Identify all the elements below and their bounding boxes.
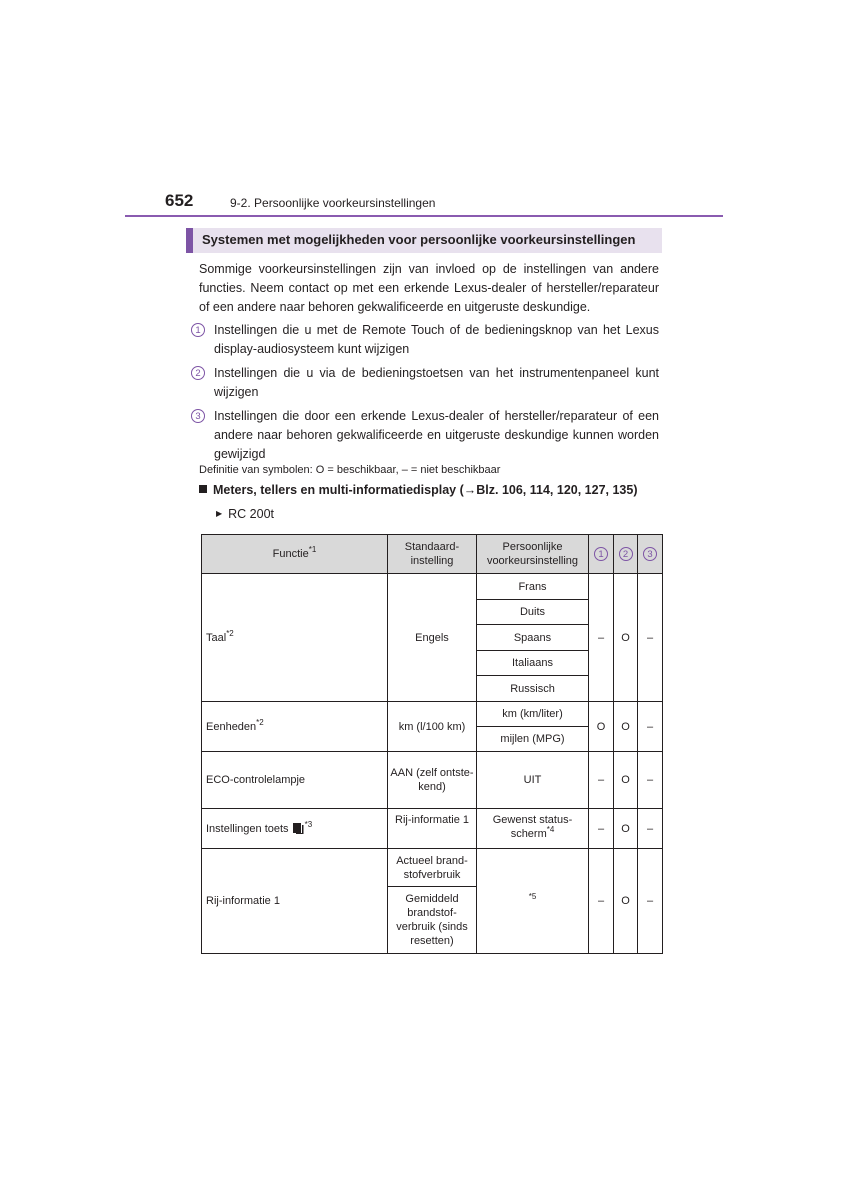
table-row	[202, 752, 663, 809]
col2-cell: O	[614, 752, 638, 809]
custom-eco: UIT	[477, 752, 589, 809]
circled-number-1-icon: 1	[191, 323, 205, 337]
model-line	[216, 507, 274, 521]
circled-number-2-icon: 2	[191, 366, 205, 380]
header-standaard: Standaard-instelling	[388, 535, 477, 574]
col3-cell: –	[638, 752, 663, 809]
intro-paragraph: Sommige voorkeursinstellingen zijn van invloed op de instellingen van andere functies. Neem contact op met een erkende Lexus-dealer of hersteller/reparateur of een andere naar behoren gekwalificeerde en uitgeruste deskundige.	[199, 262, 659, 314]
row-label-toets: Instellingen toets $^{*3}$	[202, 809, 388, 849]
row-label-rij: Rij-informatie 1	[202, 849, 388, 954]
col1-cell: O	[589, 702, 614, 752]
header-functie: Functie$^{*1}$	[202, 535, 388, 574]
item-text: Instellingen die u via de bedieningstoetsen van het instrumentenpaneel kunt wijzigen	[214, 366, 659, 399]
header-col-3	[638, 535, 663, 574]
col3-cell: –	[638, 849, 663, 954]
custom-rij: *5	[477, 849, 589, 954]
header-persoonlijke: Persoonlijke voorkeursinstelling	[477, 535, 589, 574]
col2-cell: O	[614, 574, 638, 702]
col1-cell: –	[589, 752, 614, 809]
circled-number-3-icon: 3	[643, 547, 657, 561]
item-text: Instellingen die u met de Remote Touch of de bedieningsknop van het Lexus display-audiosysteem kunt wijzigen	[214, 323, 659, 356]
default-rij-1: Actueel brand-stofverbruik	[388, 849, 477, 887]
option-cell: mijlen (MPG)	[477, 727, 589, 752]
default-eco: AAN (zelf ontste-kend)	[388, 752, 477, 809]
table-row	[202, 702, 663, 727]
circled-number-3-icon: 3	[191, 409, 205, 423]
option-cell: Frans	[477, 574, 589, 600]
default-toets: Rij-informatie 1	[388, 809, 477, 849]
subheading	[199, 483, 638, 497]
circled-number-1-icon: 1	[594, 547, 608, 561]
table-row	[202, 849, 663, 887]
default-eenheden: km (l/100 km)	[388, 702, 477, 752]
header-col-2	[614, 535, 638, 574]
circled-number-2-icon: 2	[619, 547, 633, 561]
numbered-item-1	[191, 321, 659, 359]
page-number: 652	[165, 191, 194, 210]
numbered-item-3	[191, 407, 659, 464]
settings-table	[201, 534, 663, 954]
col2-cell: O	[614, 849, 638, 954]
numbered-item-2	[191, 364, 659, 402]
option-cell: Duits	[477, 600, 589, 625]
table-header-row	[202, 535, 663, 574]
col1-cell: –	[589, 574, 614, 702]
row-label-taal: Taal$^{*2}$	[202, 574, 388, 702]
col1-cell: –	[589, 809, 614, 849]
row-label-eenheden: Eenheden$^{*2}$	[202, 702, 388, 752]
section-title: Systemen met mogelijkheden voor persoonlijke voorkeursinstellingen	[186, 228, 662, 253]
col3-cell: –	[638, 702, 663, 752]
custom-toets: Gewenst status-scherm$^{*4}$	[477, 809, 589, 849]
symbol-definition: Definitie van symbolen: O = beschikbaar, – = niet beschikbaar	[199, 464, 501, 476]
col3-cell: –	[638, 809, 663, 849]
section-reference: 9-2. Persoonlijke voorkeursinstellingen	[230, 196, 436, 210]
option-cell: Italiaans	[477, 651, 589, 676]
col3-cell: –	[638, 574, 663, 702]
default-rij-2: Gemiddeld brandstof-verbruik (sinds resetten)	[388, 887, 477, 954]
option-cell: Spaans	[477, 625, 589, 651]
table-row	[202, 809, 663, 849]
model-label: RC 200t	[228, 507, 275, 521]
square-bullet-icon	[199, 485, 207, 493]
col1-cell: –	[589, 849, 614, 954]
header-divider	[125, 215, 723, 217]
option-cell: Russisch	[477, 676, 589, 702]
subheading-text: Meters, tellers en multi-informatiedisplay (→Blz. 106, 114, 120, 127, 135)	[213, 483, 638, 497]
col2-cell: O	[614, 809, 638, 849]
default-taal: Engels	[388, 574, 477, 702]
row-label-eco: ECO-controlelampje	[202, 752, 388, 809]
item-text: Instellingen die door een erkende Lexus-dealer of hersteller/reparateur of een andere naar behoren gekwalificeerde en uitgeruste deskundige kunnen worden gewijzigd	[214, 409, 659, 461]
col2-cell: O	[614, 702, 638, 752]
display-book-icon	[293, 822, 304, 834]
triangle-bullet-icon: ▶	[216, 509, 223, 518]
table-row	[202, 574, 663, 600]
header-col-1	[589, 535, 614, 574]
option-cell: km (km/liter)	[477, 702, 589, 727]
